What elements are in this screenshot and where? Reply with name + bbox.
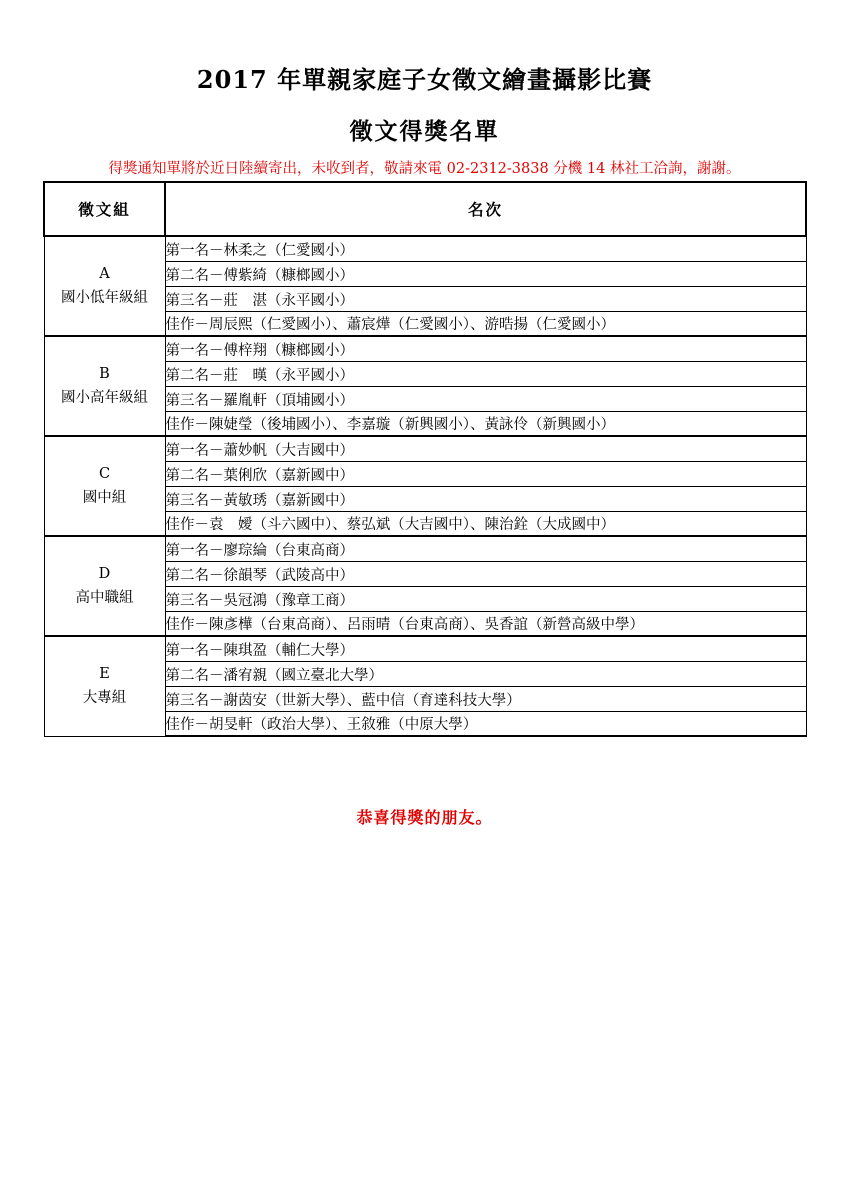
entry-first: 第一名－陳琪盈（輔仁大學） <box>165 636 806 662</box>
entry-first: 第一名－林柔之（仁愛國小） <box>165 236 806 262</box>
entry-first: 第一名－廖琮綸（台東高商） <box>165 536 806 562</box>
entry-first: 第一名－蕭妙帆（大吉國中） <box>165 436 806 462</box>
entry-honorable: 佳作－袁 嬡（斗六國中）、蔡弘斌（大吉國中）、陳治銓（大成國中） <box>165 512 806 537</box>
entry-third: 第三名－謝茵安（世新大學）、藍中信（育達科技大學） <box>165 687 806 712</box>
entry-second: 第二名－葉俐欣（嘉新國中） <box>165 462 806 487</box>
group-cell <box>44 236 165 336</box>
entry-third: 第三名－莊 湛（永平國小） <box>165 287 806 312</box>
group-name: 高中職組 <box>75 590 134 606</box>
entry-honorable: 佳作－胡旻軒（政治大學）、王敘雅（中原大學） <box>165 712 806 737</box>
group-letter: A <box>99 266 110 282</box>
page-title: 2017 年單親家庭子女徵文繪畫攝影比賽 <box>196 65 653 94</box>
page-subtitle: 徵文得獎名單 <box>349 118 500 145</box>
group-name: 國小低年級組 <box>61 290 148 306</box>
group-name: 國小高年級組 <box>61 390 148 406</box>
congrats-text: 恭喜得獎的朋友。 <box>356 808 493 827</box>
entry-second: 第二名－徐韻琴（武陵高中） <box>165 562 806 587</box>
group-name: 大專組 <box>82 690 127 707</box>
group-letter: E <box>99 666 110 683</box>
entry-second: 第二名－傅紫綺（糠榔國小） <box>165 262 806 287</box>
entry-first: 第一名－傅梓翔（糠榔國小） <box>165 336 806 362</box>
group-name: 國中組 <box>82 490 127 506</box>
entry-second: 第二名－潘宥親（國立臺北大學） <box>165 662 806 687</box>
group-cell <box>44 336 165 436</box>
awards-table <box>43 181 807 737</box>
table-row <box>44 436 806 462</box>
table-header-row <box>44 182 806 236</box>
group-cell <box>44 536 165 636</box>
table-row <box>44 536 806 562</box>
group-cell <box>44 636 165 736</box>
table-row <box>44 236 806 262</box>
table-row <box>44 636 806 662</box>
entry-third: 第三名－吳冠鴻（豫章工商） <box>165 587 806 612</box>
group-letter: C <box>98 466 111 482</box>
group-letter: D <box>98 566 111 582</box>
entry-third: 第三名－黃敏琇（嘉新國中） <box>165 487 806 512</box>
entry-third: 第三名－羅胤軒（頂埔國小） <box>165 387 806 412</box>
table-row <box>44 336 806 362</box>
group-cell <box>44 436 165 536</box>
header-rank: 名次 <box>165 182 806 236</box>
entry-honorable: 佳作－陳婕瑩（後埔國小）、李嘉璇（新興國小）、黃詠伶（新興國小） <box>165 412 806 437</box>
group-letter: B <box>99 366 110 382</box>
header-group: 徵文組 <box>44 182 165 236</box>
notice-text: 得獎通知單將於近日陸續寄出，未收到者，敬請來電 02-2312-3838 分機 14 林社工洽詢，謝謝。 <box>108 161 741 177</box>
entry-second: 第二名－莊 暵（永平國小） <box>165 362 806 387</box>
entry-honorable: 佳作－周辰熙（仁愛國小）、蕭宸燁（仁愛國小）、游晧揚（仁愛國小） <box>165 312 806 337</box>
entry-honorable: 佳作－陳彥樺（台東高商）、呂雨晴（台東高商）、吳香誼（新營高級中學） <box>165 612 806 637</box>
